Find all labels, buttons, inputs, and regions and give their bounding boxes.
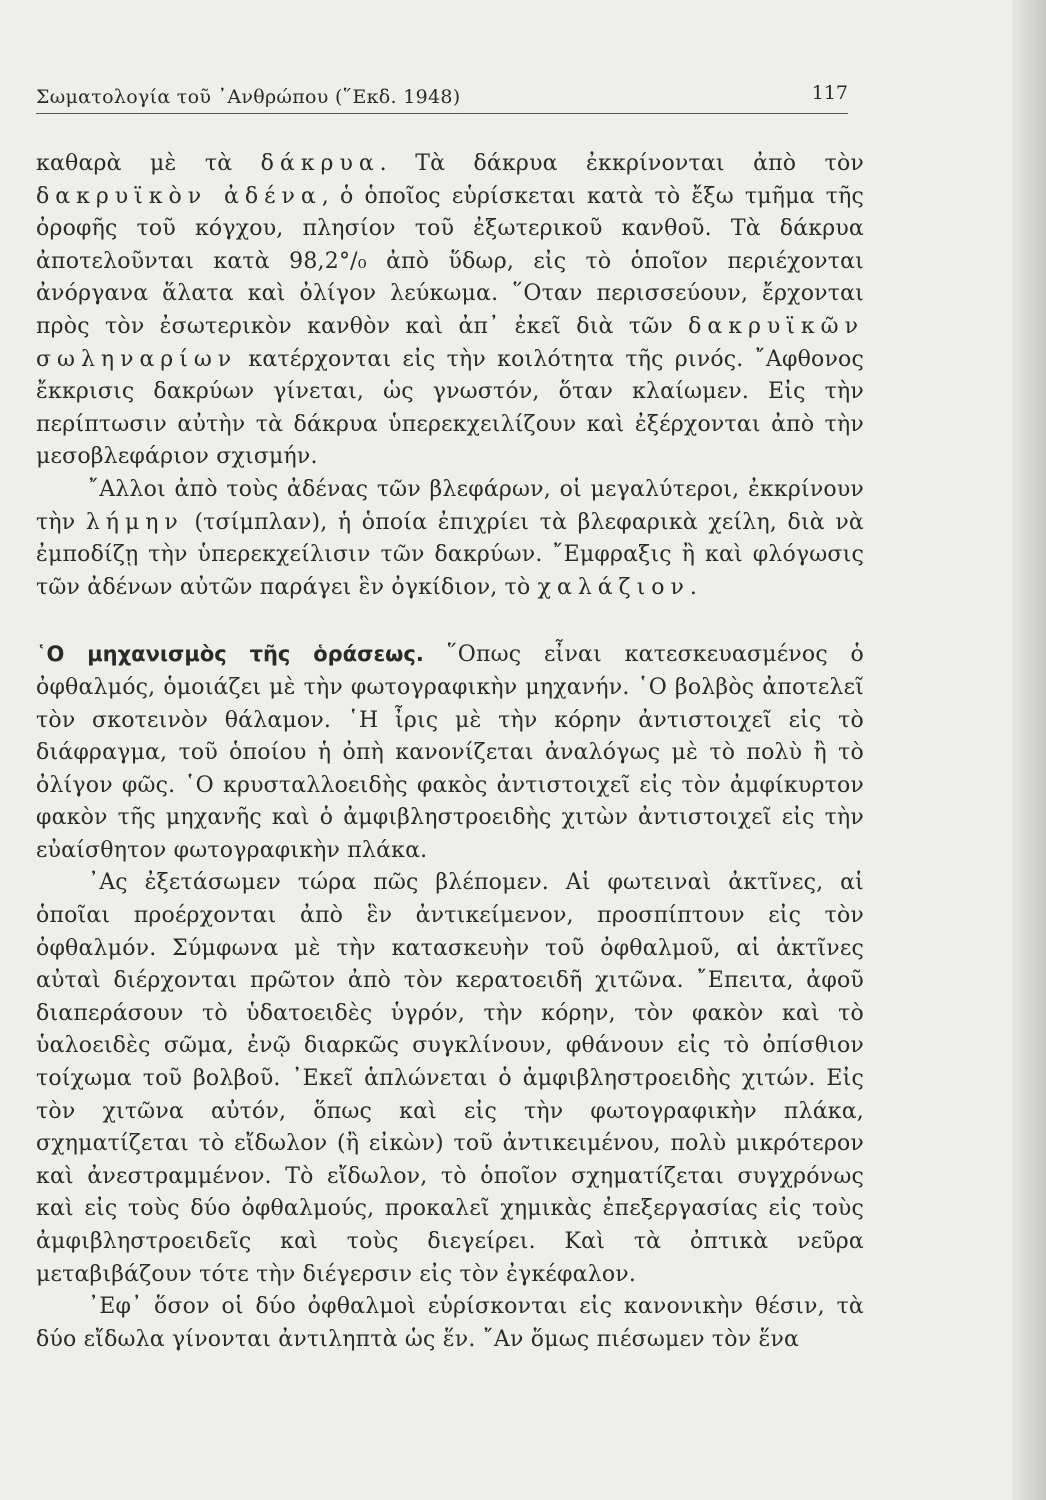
text-run: ῎Αλλοι ἀπὸ τοὺς ἀδένας τῶν βλεφάρων, οἱ μεγαλύτεροι, ἐκκρίνουν τὴν bbox=[36, 476, 864, 535]
header-rule bbox=[36, 113, 848, 114]
paragraph-two-eyes: ᾿Εφ᾿ ὅσον οἱ δύο ὀφθαλμοὶ εὑρίσκονται εἰς κανονικὴν θέσιν, τὰ δύο εἴδωλα γίνονται ἀντιληπτὰ ὡς ἕν. ῎Αν ὅμως πιέσωμεν τὸν ἕνα bbox=[36, 1294, 864, 1352]
running-title: Σωματολογία τοῦ ᾿Ανθρώπου (῞Εκδ. 1948) bbox=[36, 86, 461, 108]
section-gap bbox=[36, 604, 864, 638]
text-run: κατέρχονται εἰς τὴν κοιλότητα τῆς ρινός. ῎Αφθονος ἔκκρισις δακρύων γίνεται, ὡς γνωστόν, ὅταν κλαίωμεν. Εἰς τὴν περίπτωσιν αὐτὴν τὰ δάκρυα ὑπερεκχειλίζουν καὶ ἐξέρχονται ἀπὸ τὴν μεσοβλεφάριον σχισμήν. bbox=[36, 346, 864, 470]
page-edge-shadow bbox=[1012, 0, 1046, 1500]
section-heading: ῾Ο μηχανισμὸς τῆς ὁράσεως. bbox=[36, 642, 424, 667]
paragraph-how-we-see: ᾿Ας ἐξετάσωμεν τώρα πῶς βλέπομεν. Αἱ φωτειναὶ ἀκτῖνες, αἱ ὁποῖαι προέρχονται ἀπὸ ἓν ἀντικείμενον, προσπίπτουν εἰς τὸν ὀφθαλμόν. Σύμφωνα μὲ τὴν κατασκευὴν τοῦ ὀφθαλμοῦ, αἱ ἀκτῖνες αὐταὶ διέρχονται πρῶτον ἀπὸ τὸν κερατοειδῆ χιτῶνα. ῎Επειτα, ἀφοῦ διαπεράσουν τὸ ὑδατοειδὲς ὑγρόν, τὴν κόρην, τὸν φακὸν καὶ τὸ ὑαλοειδὲς σῶμα, ἐνῷ διαρκῶς συγκλίνουν, φθάνουν εἰς τὸ ὀπίσθιον τοίχωμα τοῦ βολβοῦ. ᾿Εκεῖ ἁπλώνεται ὁ ἀμφιβληστροειδὴς χιτών. Εἰς τὸν χιτῶνα αὐτόν, ὅπως καὶ εἰς τὴν φωτογραφικὴν πλάκα, σχηματίζεται τὸ εἴδωλον (ἢ εἰκὼν) τοῦ ἀντικειμένου, πολὺ μικρότερον καὶ ἀνεστραμμένον. Τὸ εἴδωλον, τὸ ὁποῖον σχηματίζεται συγχρόνως καὶ εἰς τοὺς δύο ὀφθαλμούς, προκαλεῖ χημικὰς ἐπεξεργασίας εἰς τοὺς ἀμφιβληστροειδεῖς καὶ τοὺς διεγείρει. Καὶ τὰ ὀπτικὰ νεῦρα μεταβιβάζουν τότε τὴν διέγερσιν εἰς τὸν ἐγκέφαλον. bbox=[36, 870, 864, 1287]
spaced-term-lacrimal-ducts: δακρυϊκῶν σωληναρίων bbox=[36, 313, 864, 372]
spaced-term-limi: λήμην bbox=[85, 509, 184, 535]
text-run: καθαρὰ μὲ τὰ bbox=[36, 151, 261, 176]
text-run: ῞Οπως εἶναι κατεσκευασμένος ὁ ὀφθαλμός, ὁμοιάζει μὲ τὴν φωτογραφικὴν μηχανήν. ῾Ο βολβὸς ἀποτελεῖ τὸν σκοτεινὸν θάλαμον. ῾Η ἶρις μὲ τὴν κόρην ἀντιστοιχεῖ εἰς τὸ διάφραγμα, τοῦ ὁποίου ἡ ὀπὴ κανονίζεται ἀναλόγως μὲ τὸ πολὺ ἢ τὸ ὀλίγον φῶς. ῾Ο κρυσταλλοειδὴς φακὸς ἀντιστοιχεῖ εἰς τὸν ἀμφίκυρτον φακὸν τῆς μηχανῆς καὶ ὁ ἀμφιβληστροειδὴς χιτὼν ἀντιστοιχεῖ εἰς τὴν εὐαίσθητον φωτογραφικὴν πλάκα. bbox=[36, 642, 865, 863]
paragraph-tears bbox=[36, 148, 864, 474]
spaced-term-chalazion: χαλάζιον bbox=[537, 574, 690, 600]
text-run: . bbox=[689, 574, 698, 600]
body-text bbox=[36, 148, 864, 1356]
spaced-term-lacrimal-gland: δακρυϊκὸν ἀδένα bbox=[36, 183, 322, 209]
text-run: (τσίμπλαν), ἡ ὁποία ἐπιχρίει τὰ βλεφαρικὰ χείλη, διὰ νὰ ἐμποδίζῃ τὴν ὑπερεκχείλισιν τῶν δακρύων. ῎Εμφραξις ἢ καὶ φλόγωσις τῶν ἀδένων αὐτῶν παράγει ἓν ὀγκίδιον, τὸ bbox=[36, 509, 864, 600]
paragraph-eyelid-glands bbox=[36, 474, 864, 604]
text-run: , ὁ ὁποῖος εὑρίσκεται κατὰ τὸ ἔξω τμῆμα τῆς ὀροφῆς τοῦ κόγχου, πλησίον τοῦ ἐξωτερικοῦ κανθοῦ. Τὰ δάκρυα ἀποτελοῦνται κατὰ 98,2°/₀ ἀπὸ ὕδωρ, εἰς τὸ ὁποῖον περιέχονται ἀνόργανα ἅλατα καὶ ὀλίγον λεύκωμα. ῞Οταν περισσεύουν, ἔρχονται πρὸς τὸν ἐσωτερικὸν κανθὸν καὶ ἀπ᾿ ἐκεῖ διὰ τῶν bbox=[36, 183, 864, 339]
page-header bbox=[36, 82, 848, 114]
spaced-term-dakrya: δάκρυα bbox=[260, 151, 380, 176]
page-number: 117 bbox=[811, 82, 848, 104]
paragraph-vision-mechanism bbox=[36, 638, 864, 867]
text-run: . Τὰ δάκρυα ἐκκρίνονται ἀπὸ τὸν bbox=[379, 151, 864, 176]
